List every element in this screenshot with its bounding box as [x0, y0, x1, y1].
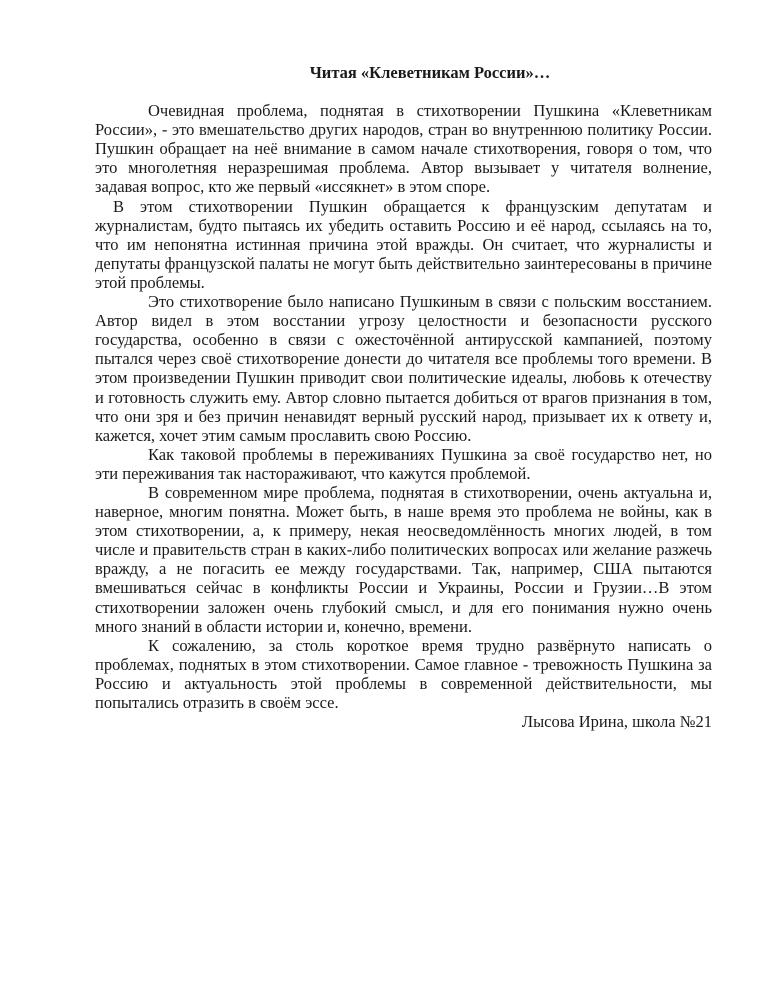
- essay-paragraph-4: Как таковой проблемы в переживаниях Пушкина за своё государство нет, но эти переживания так настораживают, что кажутся проблемой.: [95, 444, 712, 483]
- essay-title: Читая «Клеветникам России»…: [309, 63, 551, 82]
- essay-paragraph-1: Очевидная проблема, поднятая в стихотворении Пушкина «Клеветникам России», - это вмешательство других народов, стран во внутреннюю политику России. Пушкин обращает на неё внимание в самом начале стихотворения, говоря о том, что это многолетняя неразрешимая проблема. Автор вызывает у читателя волнение, задавая вопрос, кто же первый «иссякнет» в этом споре.: [95, 101, 712, 197]
- author-signature: Лысова Ирина, школа №21: [521, 712, 712, 732]
- essay-paragraph-3: Это стихотворение было написано Пушкиным в связи с польским восстанием. Автор видел в этом восстании угрозу целостности и безопасности русского государства, особенно в связи с ожесточённой антирусской кампанией, поэтому пытался через своё стихотворение донести до читателя все проблемы того времени. В этом произведении Пушкин приводит свои политические идеалы, любовь к отечеству и готовность служить ему. Автор словно пытается добиться от врагов признания в том, что они зря и без причин ненавидят верный русский народ, призывает их к ответу и, кажется, хочет этим самым прославить свою Россию.: [95, 292, 712, 445]
- essay-paragraph-5: В современном мире проблема, поднятая в стихотворении, очень актуальна и, наверное, многим понятна. Может быть, в наше время это проблема не войны, как в этом стихотворении, а, к примеру, некая неосведомлённость многих людей, в том числе и правительств стран в каких-либо политических вопросах или желание разжечь вражду, а не погасить ее между государствами. Так, например, США пытаются вмешиваться сейчас в конфликты России и Украины, России и Грузии…В этом стихотворении заложен очень глубокий смысл, и для его понимания нужно очень много знаний в области истории и, конечно, времени.: [95, 482, 712, 636]
- essay-paragraph-6: К сожалению, за столь короткое время трудно развёрнуто написать о проблемах, поднятых в этом стихотворении. Самое главное - тревожность Пушкина за Россию и актуальность этой проблемы в современной действительности, мы попытались отразить в своём эссе.: [95, 635, 712, 712]
- essay-paragraph-2: В этом стихотворении Пушкин обращается к французским депутатам и журналистам, будто пытаясь их убедить оставить Россию и её народ, ссылаясь на то, что им непонятна истинная причина этой вражды. Он считает, что журналисты и депутаты французской палаты не могут быть действительно заинтересованы в причине этой проблемы.: [95, 196, 712, 292]
